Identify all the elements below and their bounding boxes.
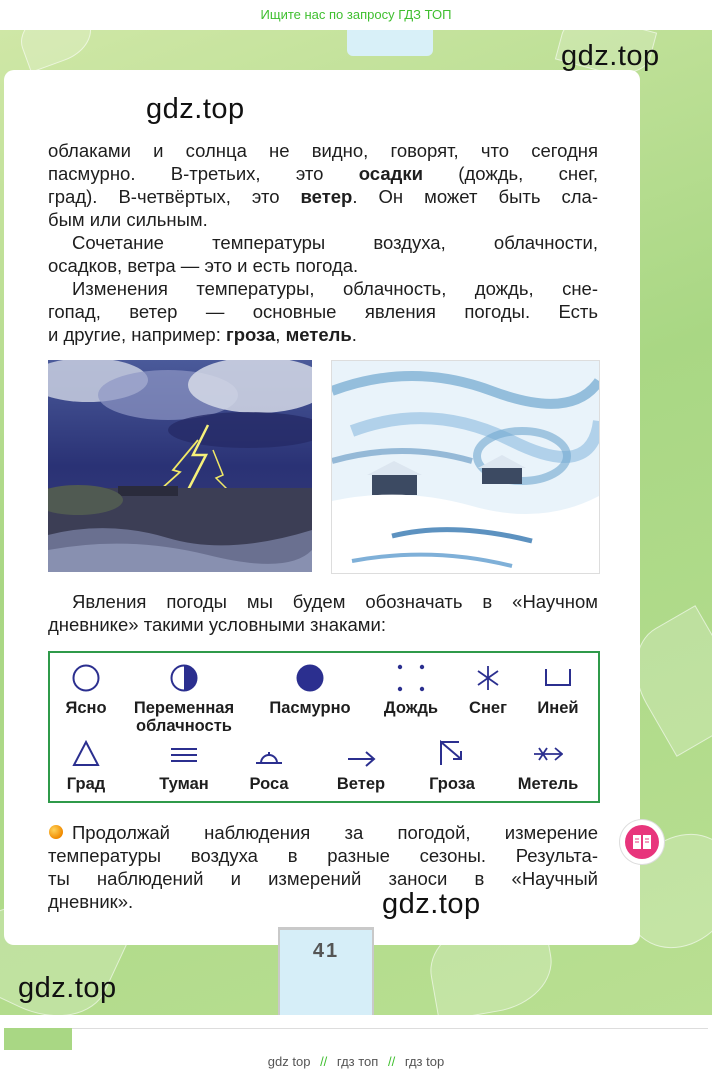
text-line: и другие, например: гроза, метель.: [48, 324, 357, 345]
watermark: gdz.top: [146, 93, 245, 125]
paragraph: [48, 590, 598, 636]
symbol-label: Ветер: [336, 775, 386, 793]
dots-icon: [396, 663, 426, 693]
symbol-snow: [458, 663, 518, 717]
footer-link[interactable]: гдз топ: [336, 1054, 379, 1069]
footer-link[interactable]: gdz top: [267, 1054, 311, 1069]
asterisk-icon: [473, 663, 503, 693]
banner-text[interactable]: Ищите нас по запросу ГДЗ ТОП: [260, 7, 452, 22]
symbol-label: Гроза: [429, 775, 475, 793]
paragraph: [48, 277, 598, 346]
page-number: 41: [280, 930, 372, 1015]
filled-circle-icon: [295, 663, 325, 693]
leaf-decoration: [13, 30, 98, 73]
symbol-label: Дождь: [383, 699, 439, 717]
weather-symbols-legend: [48, 651, 600, 803]
symbol-rain: [376, 663, 446, 717]
symbol-frost: [528, 663, 588, 717]
footer-links: [0, 1054, 712, 1069]
text-line: дневнике» такими условными знаками:: [48, 614, 386, 635]
watermark: gdz.top: [382, 888, 481, 920]
triangle-icon: [71, 739, 101, 769]
next-page-edge: [4, 1028, 708, 1051]
symbol-label: Иней: [537, 699, 579, 717]
paragraph: [48, 821, 598, 913]
text-line: Сочетание температуры воздуха, облачности,: [72, 232, 598, 253]
footer-separator: //: [387, 1054, 396, 1069]
blizzard-icon: [533, 739, 563, 769]
symbol-label: Роса: [249, 775, 289, 793]
symbol-hail: [56, 739, 116, 793]
text-line: град). В-четвёртых, это ветер. Он может быть сла-: [48, 186, 598, 207]
paragraph: [48, 139, 598, 231]
three-lines-icon: [169, 739, 199, 769]
watermark: gdz.top: [561, 40, 660, 72]
symbol-overcast: [260, 663, 360, 717]
text-line: Изменения температуры, облачность, дождь, сне-: [72, 278, 598, 299]
text-line: гопад, ветер — основные явления погоды. Есть: [48, 301, 598, 322]
symbol-label: Град: [66, 775, 106, 793]
bracket-icon: [543, 663, 573, 693]
thunderstorm-image: [48, 360, 312, 572]
blizzard-image: [331, 360, 600, 574]
paragraph: [48, 231, 598, 277]
lightning-icon: [437, 739, 467, 769]
symbol-label: Метель: [517, 775, 579, 793]
symbol-label: Снег: [469, 699, 507, 717]
text-line: температуры воздуха в разные сезоны. Результа-: [48, 845, 598, 866]
footer-link[interactable]: гдз top: [404, 1054, 445, 1069]
text-line: пасмурно. В-третьих, это осадки (дождь, снег,: [48, 163, 598, 184]
text-line: Продолжай наблюдения за погодой, измерение: [72, 822, 598, 843]
top-tab: [347, 30, 433, 56]
empty-circle-icon: [71, 663, 101, 693]
half-circle-icon: [169, 663, 199, 693]
footer-separator: //: [320, 1054, 328, 1069]
symbol-clear: [56, 663, 116, 717]
dew-icon: [254, 739, 284, 769]
text-line: бым или сильным.: [48, 209, 208, 230]
symbol-label: Ясно: [65, 699, 107, 717]
next-page-green-edge: [4, 1028, 72, 1050]
text-line: осадков, ветра — это и есть погода.: [48, 255, 359, 276]
text-line: Явления погоды мы будем обозначать в «Научном: [72, 591, 598, 612]
symbol-fog: [144, 739, 224, 793]
top-banner[interactable]: [0, 0, 712, 30]
symbol-blizzard: [506, 739, 590, 793]
arrow-icon: [346, 739, 376, 769]
symbol-wind: [322, 739, 400, 793]
text-line: облаками и солнца не видно, говорят, что сегодня: [48, 140, 598, 161]
symbol-label: Туман: [159, 775, 209, 793]
symbol-label: Переменная облачность: [133, 699, 235, 735]
watermark: gdz.top: [18, 972, 117, 1004]
book-icon[interactable]: [620, 820, 664, 864]
symbol-label: Пасмурно: [269, 699, 351, 717]
symbol-partly-cloudy: [124, 663, 244, 735]
text-line: дневник».: [48, 891, 134, 912]
symbol-dew: [236, 739, 302, 793]
symbol-thunderstorm: [416, 739, 488, 793]
text-line: ты наблюдений и измерений заноси в «Научный: [48, 868, 598, 889]
